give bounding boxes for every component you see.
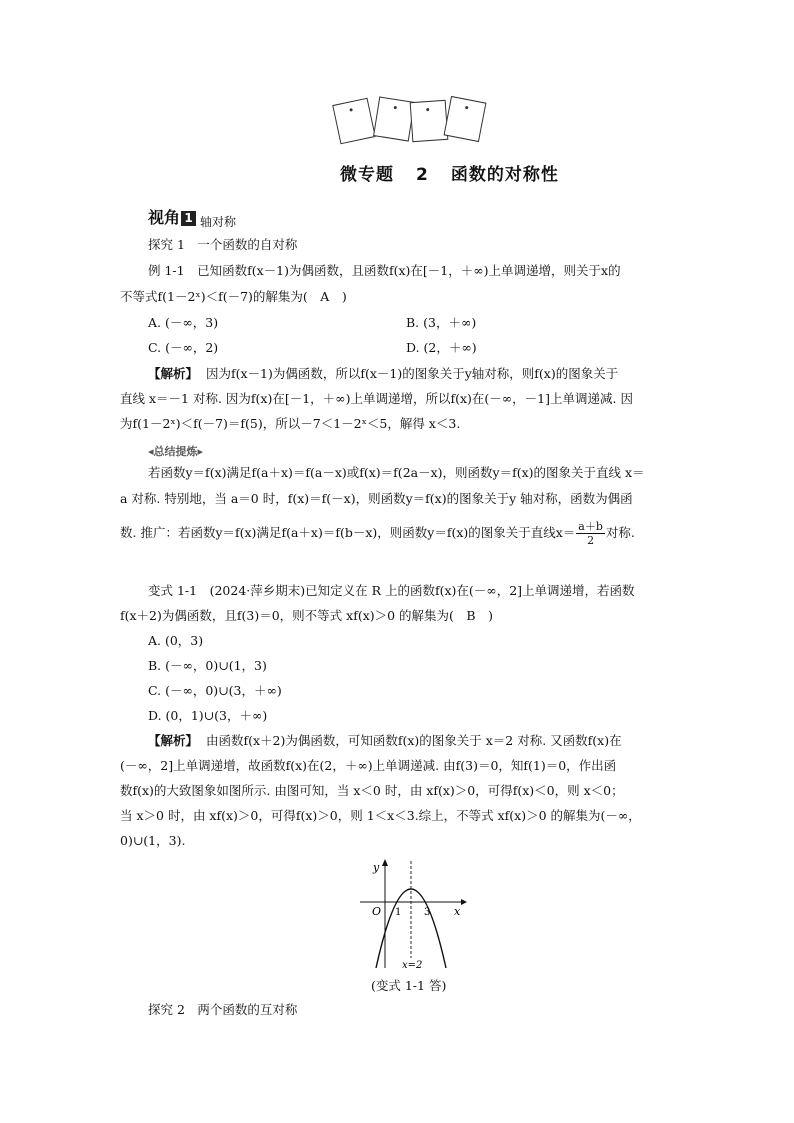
variant-solution-line-5: 0)∪(1，3). — [120, 833, 186, 848]
summary-line-3-text: 数. 推广：若函数y＝f(x)满足f(a＋x)＝f(b－x)，则函数y＝f(x)的图象关于直线x＝ — [120, 525, 576, 540]
viewpoint-number: 1 — [181, 211, 196, 226]
variant-solution-line-3: 数f(x)的大致图象如图所示. 由图可知，当 x＜0 时，由 xf(x)＞0，可得f(x)＜0，则 x＜0； — [120, 783, 624, 798]
viewpoint-heading — [148, 205, 236, 230]
variant-option-a: A. (0，3) — [148, 633, 204, 648]
summary-line-1: 若函数y＝f(x)满足f(a＋x)＝f(a－x)或f(x)＝f(2a－x)，则函数y＝f(x)的图象关于直线 x＝ — [148, 465, 645, 480]
variant-line-1: 变式 1-1 (2024·萍乡期末)已知定义在 R 上的函数f(x)在(－∞，2]上单调递增，若函数 — [148, 583, 635, 598]
function-graph — [355, 855, 475, 970]
viewpoint-topic: 轴对称 — [200, 215, 237, 229]
x-axis-label: x — [454, 905, 461, 918]
fraction-numerator: a＋b — [578, 520, 603, 533]
figure-caption: (变式 1-1 答) — [371, 978, 447, 993]
fraction-denominator: 2 — [587, 534, 595, 547]
variant-solution-line-1 — [148, 732, 708, 750]
explore-2-heading: 探究 2 两个函数的互对称 — [148, 1002, 298, 1017]
example-solution-line-1 — [148, 365, 708, 383]
tick-label-3: 3 — [424, 907, 431, 918]
solution-text: 由函数f(x＋2)为偶函数，可知函数f(x)的图象关于 x＝2 对称. 又函数f(x)在 — [205, 733, 622, 748]
variant-option-b: B. (－∞，0)∪(1，3) — [148, 658, 267, 673]
variant-solution-line-2: (－∞，2]上单调递增，故函数f(x)在(2，＋∞)上单调递减. 由f(3)＝0，知f(1)＝0，作出函 — [120, 758, 617, 773]
tick-label-1: 1 — [395, 907, 402, 918]
decor-card — [410, 100, 449, 142]
summary-label: ◂总结提炼▸ — [148, 445, 204, 458]
y-axis-label: y — [373, 861, 380, 874]
page-title — [340, 160, 559, 185]
title-number: 2 — [416, 165, 429, 185]
example-solution-line-2: 直线 x＝－1 对称. 因为f(x)在[－1，＋∞)上单调递增，所以f(x)在(－∞，－1]上单调递减. 因 — [120, 391, 633, 406]
decor-card — [373, 96, 415, 141]
example-solution-line-3: 为f(1－2ˣ)＜f(－7)＝f(5)，所以－7＜1－2ˣ＜5，解得 x＜3. — [120, 416, 461, 431]
solution-text: 因为f(x－1)为偶函数，所以f(x－1)的图象关于y轴对称，则f(x)的图象关于 — [205, 366, 619, 381]
x-axis-arrow — [461, 899, 467, 905]
explore-1-heading: 探究 1 一个函数的自对称 — [148, 237, 298, 252]
solution-label: 【解析】 — [148, 733, 199, 748]
example-option-d: D. (2，＋∞) — [406, 340, 477, 355]
example-option-a: A. (－∞，3) — [148, 315, 219, 330]
symmetry-axis-label: x=2 — [402, 960, 423, 970]
summary-line-3-end: 对称. — [605, 525, 635, 540]
example-option-c: C. (－∞，2) — [148, 340, 219, 355]
viewpoint-label: 视角 — [148, 208, 181, 227]
variant-option-d: D. (0，1)∪(3，＋∞) — [148, 708, 268, 723]
example-line-2: 不等式f(1－2ˣ)＜f(－7)的解集为( A ) — [120, 289, 347, 304]
title-name: 函数的对称性 — [450, 165, 559, 185]
summary-line-2: a 对称. 特别地，当 a＝0 时，f(x)＝f(－x)，则函数y＝f(x)的图象关于y 轴对称，函数为偶函 — [120, 491, 633, 506]
title-prefix: 微专题 — [340, 165, 394, 185]
variant-option-c: C. (－∞，0)∪(3，＋∞) — [148, 683, 282, 698]
example-option-b: B. (3，＋∞) — [406, 315, 477, 330]
decor-card — [332, 98, 376, 145]
fraction — [576, 520, 605, 547]
variant-line-2: f(x＋2)为偶函数，且f(3)＝0，则不等式 xf(x)＞0 的解集为( B ) — [120, 608, 493, 623]
variant-solution-line-4: 当 x＞0 时，由 xf(x)＞0，可得f(x)＞0，则 1＜x＜3.综上，不等式 xf(x)＞0 的解集为(－∞， — [120, 808, 641, 823]
summary-line-3 — [120, 520, 680, 547]
solution-label: 【解析】 — [148, 366, 199, 381]
y-axis-arrow — [382, 859, 388, 866]
decor-card — [444, 96, 487, 142]
example-line-1: 例 1-1 已知函数f(x－1)为偶函数，且函数f(x)在[－1，＋∞)上单调递增，则关于x的 — [148, 263, 621, 278]
origin-label: O — [372, 905, 382, 918]
